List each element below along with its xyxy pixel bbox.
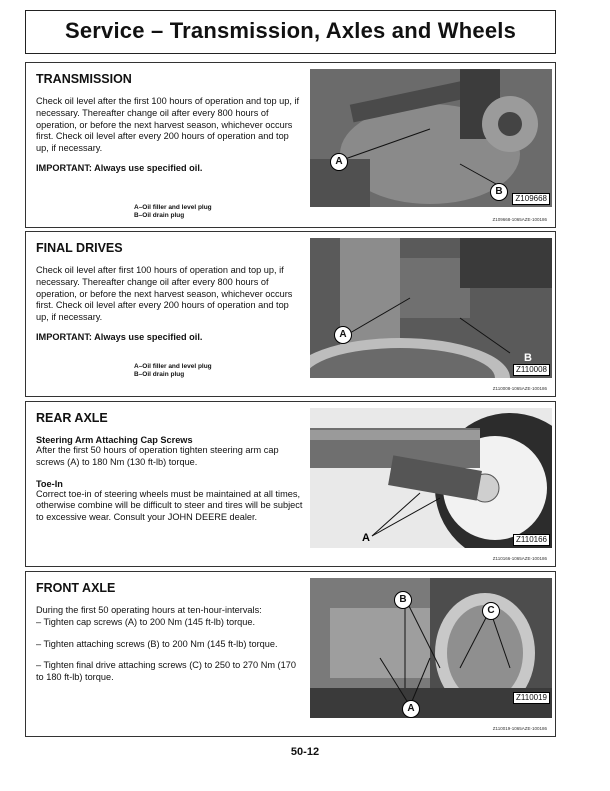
rear-axle-text [36,408,304,524]
section-front-axle [25,571,556,737]
final-drives-text [36,238,304,342]
callout-a: A [362,532,370,544]
photo-illustration [310,238,552,378]
section-transmission [25,62,556,228]
section-rear-axle [25,401,556,567]
legend-item-a: A–Oil filler and level plug [134,363,212,370]
figure-label: Z110008 [513,364,550,376]
page-number: 50-12 [290,746,320,758]
section-title: FINAL DRIVES [36,241,123,255]
front-axle-text [36,578,304,684]
important-note: IMPORTANT: Always use specified oil. [36,162,203,173]
section-title: REAR AXLE [36,411,108,425]
callout-a: A [334,326,352,344]
legend-item-b: B–Oil drain plug [134,212,185,219]
subheading-steering-arm: Steering Arm Attaching Cap Screws [36,435,193,445]
transmission-text [36,69,304,173]
figure-label: Z109668 [512,193,550,205]
important-note: IMPORTANT: Always use specified oil. [36,331,203,342]
photo-illustration [310,408,552,548]
subheading-toe-in: Toe-In [36,478,63,489]
intro-text: During the first 50 operating hours at ten-hour-intervals: [36,605,262,615]
page-header [25,10,556,54]
figure-caption: Z110019-1065AZE-100186 [492,726,547,731]
callout-b: B [490,183,508,201]
section-body: Check oil level after the first 100 hours of operation and top up, if necessary. Thereafter change oil after every 800 hours of operation, or before the next harvest season, whichever occurs first. Check oil level after every 200 hours of operation and top up, if necessary. [36,96,300,154]
figure-legend [134,363,212,379]
transmission-photo [310,69,552,207]
figure-caption: Z109668-1065AZE-100186 [492,217,547,222]
photo-illustration [310,69,552,207]
legend-item-a: A–Oil filler and level plug [134,204,212,211]
section-body: After the first 50 hours of operation tighten steering arm cap screws (A) to 180 Nm (130 ft-lb) torque. [36,445,279,467]
figure-legend [134,204,212,220]
front-axle-photo [310,578,552,718]
rear-axle-photo [310,408,552,548]
figure-label: Z110166 [513,534,550,546]
figure-label: Z110019 [513,692,550,704]
section-final-drives [25,231,556,397]
list-item: – Tighten cap screws (A) to 200 Nm (145 ft-lb) torque. [36,616,256,627]
callout-c: C [482,602,500,620]
callout-a: A [402,700,420,718]
section-body: Correct toe-in of steering wheels must be maintained at all times, otherwise combine will be difficult to steer and tires will be subject to excessive wear. Consult your JOHN DEERE dealer. [36,488,303,523]
section-body: Check oil level after first 100 hours of operation and top up, if necessary. Thereafter change oil after every 800 hours of operation, or before the next harvest season, whichever occurs first. Check oil level after every 200 hours of operation and top up, if necessary. [36,265,293,323]
list-item: – Tighten attaching screws (B) to 200 Nm (145 ft-lb) torque. [36,638,278,649]
figure-caption: Z110166-1065AZE-100186 [492,556,547,561]
section-title: FRONT AXLE [36,581,116,595]
section-title: TRANSMISSION [36,72,132,86]
legend-item-b: B–Oil drain plug [134,371,185,378]
callout-a: A [330,153,348,171]
final-drives-photo [310,238,552,378]
callout-b: B [394,591,412,609]
page-title: Service – Transmission, Axles and Wheels [64,18,517,43]
callout-b: B [524,352,532,364]
figure-caption: Z110008-1065AZE-100186 [492,386,547,391]
list-item: – Tighten final drive attaching screws (C) to 250 to 270 Nm (170 to 180 ft-lb) torque. [36,660,296,683]
